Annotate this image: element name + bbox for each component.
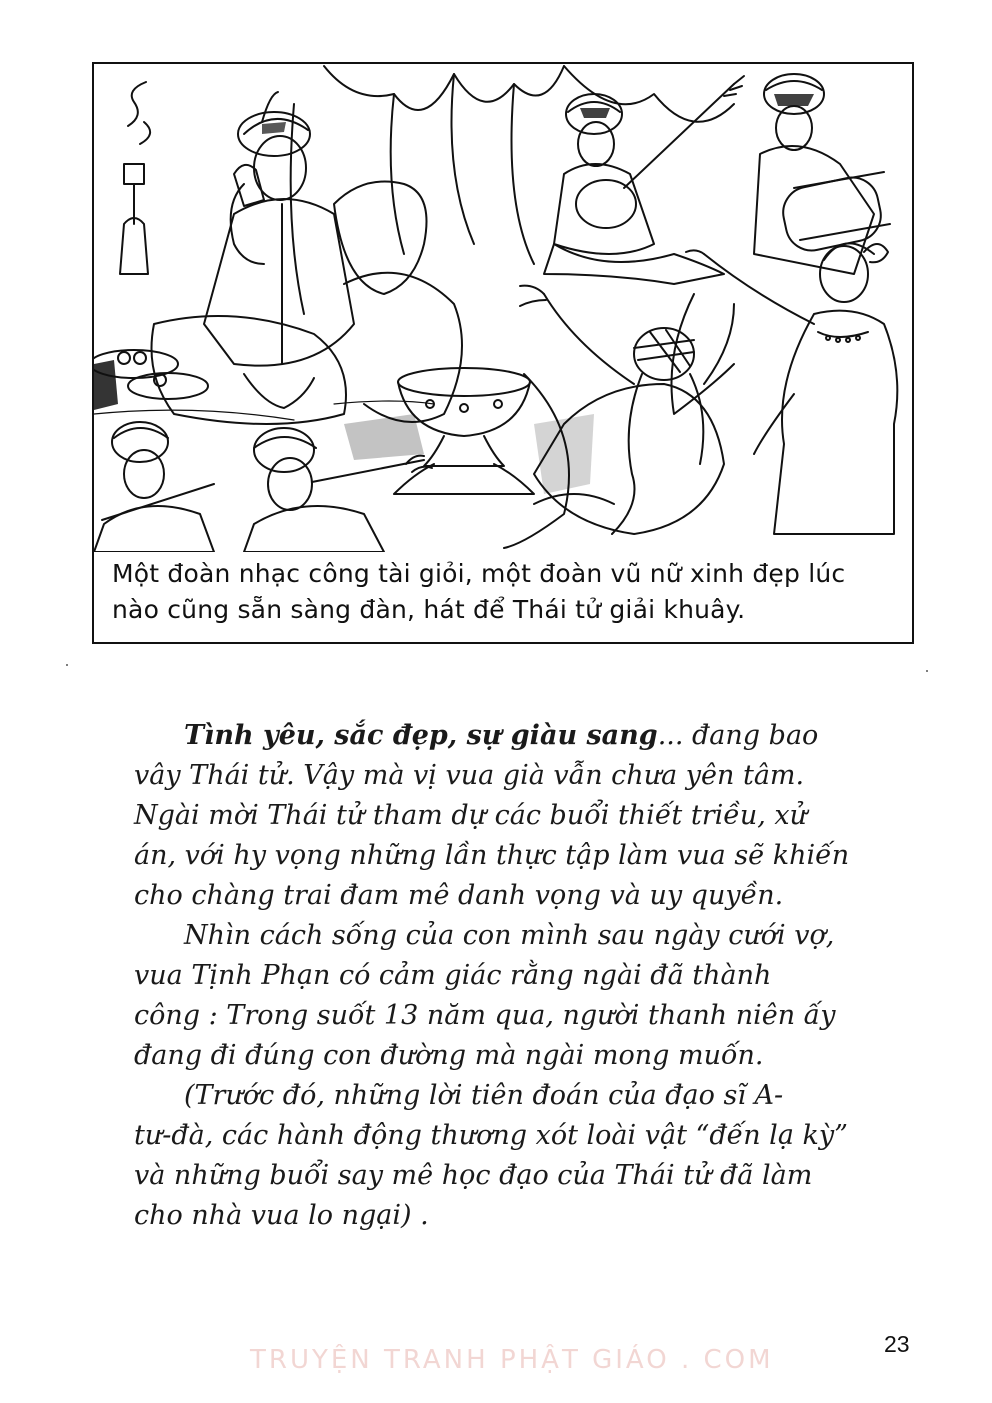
caption-line-2: nào cũng sẵn sàng đàn, hát để Thái tử giải khuây.	[112, 595, 746, 624]
speck	[66, 664, 68, 666]
illustration-caption	[112, 556, 898, 628]
story-line: cho chàng trai đam mê danh vọng và uy quyền.	[134, 880, 784, 911]
story-line: và những buổi say mê học đạo của Thái tử đã làm	[134, 1160, 813, 1191]
story-line: công : Trong suốt 13 năm qua, người thanh niên ấy	[134, 1000, 836, 1031]
story-lead-rest: ... đang bao	[657, 720, 819, 751]
story-line: án, với hy vọng những lần thực tập làm vua sẽ khiến	[134, 840, 850, 871]
story-line: Nhìn cách sống của con mình sau ngày cưới vợ,	[184, 920, 835, 951]
story-lead-phrase: Tình yêu, sắc đẹp, sự giàu sang	[184, 720, 658, 751]
story-line: đang đi đúng con đường mà ngài mong muốn.	[134, 1040, 764, 1071]
story-line: cho nhà vua lo ngại) .	[134, 1200, 429, 1231]
story-line: vua Tịnh Phạn có cảm giác rằng ngài đã thành	[134, 960, 772, 991]
story-line: (Trước đó, những lời tiên đoán của đạo sĩ A-	[184, 1080, 784, 1111]
story-line	[134, 716, 894, 756]
illustration-panel	[92, 62, 914, 644]
story-line: Ngài mời Thái tử tham dự các buổi thiết triều, xử	[134, 800, 808, 831]
site-watermark: TRUYỆN TRANH PHẬT GIÁO . COM	[250, 1345, 774, 1375]
palace-music-dance-illustration	[94, 64, 912, 552]
page-number: 23	[884, 1331, 910, 1357]
story-text	[134, 716, 894, 1236]
caption-line-1: Một đoàn nhạc công tài giỏi, một đoàn vũ nữ xinh đẹp lúc	[112, 559, 846, 588]
story-line: vây Thái tử. Vậy mà vị vua già vẫn chưa yên tâm.	[134, 760, 805, 791]
story-line: tư-đà, các hành động thương xót loài vật “đến lạ kỳ”	[134, 1120, 848, 1151]
speck	[926, 670, 928, 672]
